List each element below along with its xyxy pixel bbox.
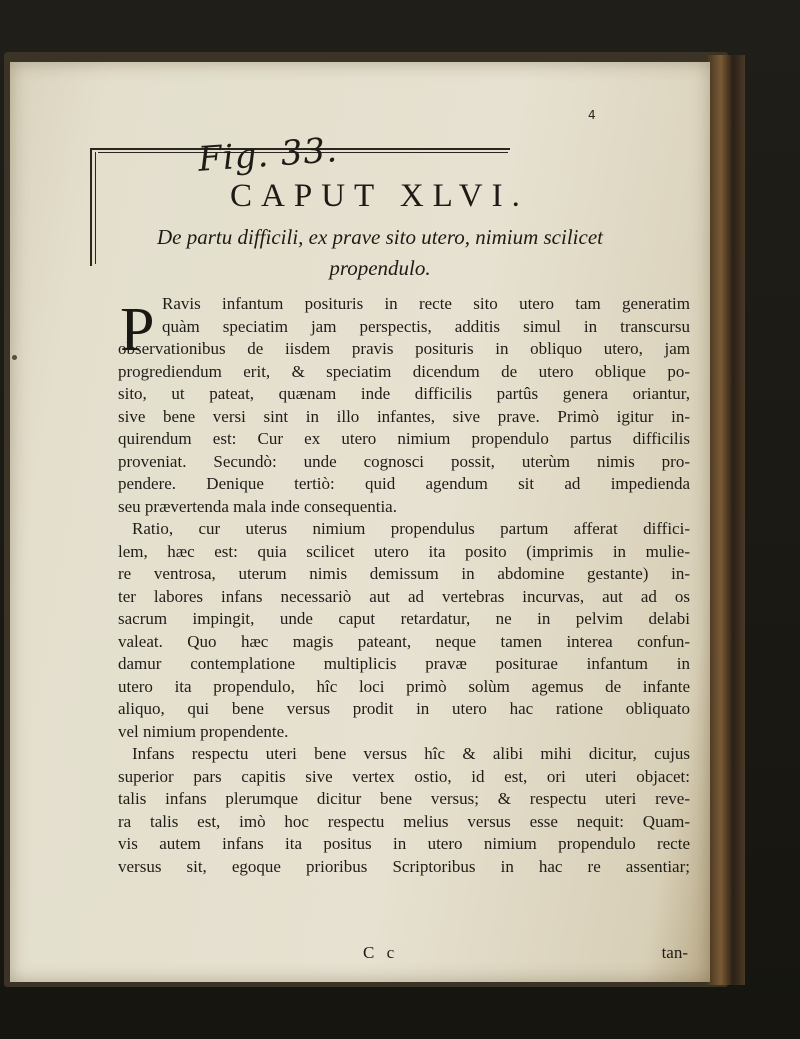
chapter-subtitle: [120, 222, 640, 284]
subtitle-line: propendulo.: [329, 256, 431, 280]
chapter-title: CAPUT XLVI.: [230, 178, 529, 214]
text-line: versus sit, egoque prioribus Scriptoribus in hac re assentiar;: [118, 856, 690, 876]
catchword: tan-: [661, 943, 688, 962]
text-line: aliquo, qui bene versus prodit in utero hac ratione obliquato: [118, 699, 690, 718]
text-line: Ratio, cur uterus nimium propendulus partum afferat diffici-: [132, 519, 690, 538]
text-line: talis infans plerumque dicitur bene versus; & respectu uteri reve-: [118, 789, 690, 808]
text-line: vel nimium propendente.: [118, 721, 289, 741]
handwritten-figure-note: Fig. 33.: [196, 130, 340, 180]
header-rule-left-inner: [95, 152, 96, 264]
text-line: ra talis est, imò hoc respectu melius versus esse nequit: Quam-: [118, 811, 690, 831]
text-line: valeat. Quo hæc magis pateant, neque tamen interea confun-: [118, 631, 690, 651]
text-line: quirendum est: Cur ex utero nimium propendulo partus difficilis: [118, 429, 690, 448]
text-line: observationibus de iisdem pravis posituris in obliquo utero, jam: [118, 339, 690, 358]
text-line: quàm speciatim jam perspectis, additis simul in transcursu: [162, 316, 690, 336]
text-line: Infans respectu uteri bene versus hîc & alibi mihi dicitur, cujus: [132, 744, 690, 763]
page-footer: [118, 943, 690, 967]
drop-capital: P: [120, 296, 155, 364]
margin-speck: [12, 355, 17, 360]
header-rule-left: [90, 148, 92, 266]
text-line: seu prævertenda mala inde consequentia.: [118, 496, 397, 516]
text-line: proveniat. Secundò: unde cognosci possit, uterùm nimis pro-: [118, 451, 690, 471]
body-text: [118, 293, 690, 878]
subtitle-line: De partu difficili, ex prave sito utero, nimium scilicet: [157, 225, 603, 249]
text-line: sive bene versi sint in illo infantes, sive prave. Primò igitur in-: [118, 406, 690, 426]
text-line: lem, hæc est: quia scilicet utero ita posito (imprimis in mulie-: [118, 541, 690, 561]
text-line: vis autem infans ita positus in utero nimium propendulo recte: [118, 834, 690, 853]
text-line: damur contemplatione multiplicis pravæ positurae infantum in: [118, 654, 690, 673]
text-line: ter labores infans necessariò aut ad vertebras incurvas, aut ad os: [118, 586, 690, 606]
signature-mark: C c: [363, 943, 399, 962]
text-line: Ravis infantum posituris in recte sito utero tam generatim: [162, 294, 690, 313]
text-line: pendere. Denique tertiò: quid agendum sit ad impedienda: [118, 474, 690, 493]
text-line: superior pars capitis sive vertex ostio, id est, ori uteri objacet:: [118, 766, 690, 786]
text-line: re ventrosa, uterum nimis demissum in abdomine gestante) in-: [118, 564, 690, 583]
text-line: sacrum impingit, unde caput retardatur, ne in pelvim delabi: [118, 609, 690, 628]
book-spine: [705, 55, 745, 985]
text-line: progrediendum erit, & speciatim dicendum de utero oblique po-: [118, 361, 690, 381]
corner-mark: 4: [588, 108, 596, 122]
text-line: utero ita propendulo, hîc loci primò solùm agemus de infante: [118, 676, 690, 696]
text-line: sito, ut pateat, quænam inde difficilis partûs genera oriantur,: [118, 384, 690, 403]
